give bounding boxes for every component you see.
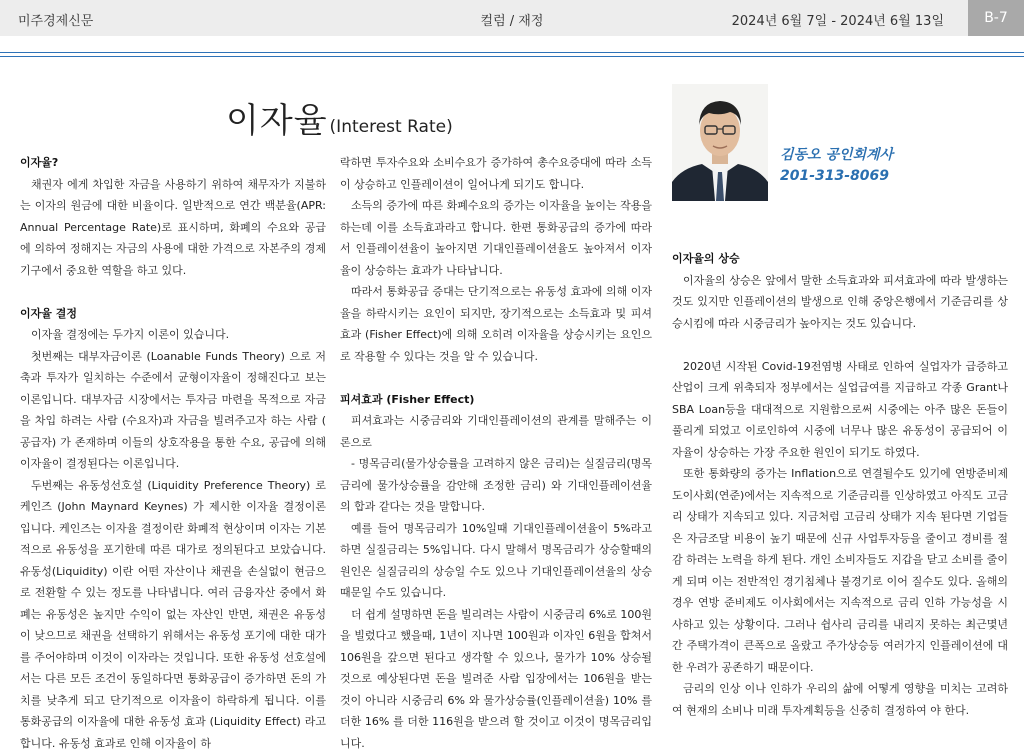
heading-fisher-effect: 피셔효과 (Fisher Effect) [340, 389, 652, 411]
header-rule-bottom [0, 56, 1024, 57]
header-rule-top [0, 52, 1024, 53]
section-label: 컬럼 / 재정 [0, 10, 1024, 29]
column-1 [20, 152, 326, 754]
heading-rate-determination: 이자율 결정 [20, 303, 326, 325]
title-korean: 이자율 [226, 101, 328, 141]
column-3 [672, 248, 1008, 721]
paragraph: 첫번째는 대부자금이론 (Loanable Funds Theory) 으로 저축과 투자가 일치하는 수준에서 균형이자율이 정해진다고 보는 이론입니다. 대부자금 시장에서는 투자금 마련을 목적으로 자금을 차입 하려는 사람 (수요자)과 자금을 빌려주고자 하는 사람 ( 공급자) 가 존재하며 이들의 상호작용을 통한 수요, 공급에 의해 이자율이 결정된다는 이론입니다. [20, 346, 326, 475]
paragraph: 이자율 결정에는 두가지 이론이 있습니다. [20, 324, 326, 346]
paragraph: 소득의 증가에 따른 화폐수요의 증가는 이자율을 높이는 작용을 하는데 이를 소득효과라고 합니다. 한편 통화공급의 증가에 따라서 인플레이션율이 높아지면 기대인플레이션율도 높아져서 이자율이 상승하는 효과가 나타납니다. [340, 195, 652, 281]
author-photo [672, 84, 768, 201]
paragraph: 채권자 에게 차입한 자금을 사용하기 위하여 채무자가 지불하는 이자의 원금에 대한 비율이다. 일반적으로 연간 백분율(APR: Annual Percentage Rate)로 표시하며, 화폐의 수요와 공급 에 의하여 정해지는 자금의 사용에 대한 가격으로 자본주의 경제기구에서 중요한 역할을 하고 있다. [20, 174, 326, 282]
paragraph: 금리의 인상 이나 인하가 우리의 삶에 어떻게 영향을 미치는 고려하여 현재의 소비나 미래 투자계획등을 신중히 결정하여 야 한다. [672, 678, 1008, 721]
paragraph: - 명목금리(물가상승률을 고려하지 않은 금리)는 실질금리(명목금리에 물가상승률을 감안해 조정한 금리) 와 기대인플레이션율의 합과 같다는 것을 말합니다. [340, 453, 652, 518]
title-english: (Interest Rate) [330, 117, 453, 137]
paragraph: 예를 들어 명목금리가 10%일때 기대인플레이션율이 5%라고 하면 실질금리는 5%입니다. 다시 말해서 명목금리가 상승할때의 원인은 실질금리의 상승일 수도 있으나 기대인플레이션율의 상승 때문일 수도 있습니다. [340, 518, 652, 604]
paragraph: 두번째는 유동성선호설 (Liquidity Preference Theory) 로 케인즈 (John Maynard Keynes) 가 제시한 이자율 결정이론 입니다. 케인즈는 이자율 결정이란 화폐적 현상이며 이자는 기본적으로 유동성을 포기한데 따른 대가로 정의된다고 보았습니다. 유동성(Liquidity) 이란 어떤 자산이나 채권을 손실없이 현금으로 전환할 수 있는 정도를 나타냅니다. 여러 금융자산 중에서 화폐는 유동성은 높지만 수익이 없는 자산인 반면, 채권은 유동성이 낮으므로 채권을 선택하기 위해서는 유동성 포기에 대한 대가를 주어야하며 이것이 이자라는 것입니다. 또한 유동성 선호설에서는 다른 모든 조건이 동일하다면 통화공급이 증가하면 돈의 가치를 낮추게 되고 단기적으로 이자율이 하락하게 됩니다. 이를 통화공급의 이자율에 대한 유동성 효과 (Liquidity Effect) 라고 합니다. 유동성 효과로 인해 이자율이 하 [20, 475, 326, 754]
heading-interest-rate: 이자율? [20, 152, 326, 174]
paragraph: 락하면 투자수요와 소비수요가 증가하여 총수요증대에 따라 소득이 상승하고 인플레이션이 일어나게 되기도 합니다. [340, 152, 652, 195]
paragraph: 또한 통화량의 증가는 Inflation으로 연결될수도 있기에 연방준비제도이사회(연준)에서는 지속적으로 기준금리를 인상하였고 아직도 고금리 상태가 지속되고 있다. 지금처럼 고금리 상태가 지속 된다면 기업들은 자금조달 비용이 높기 때문에 신규 사업투자등을 줄이고 경비를 절감 하려는 노력을 하게 된다. 개인 소비자들도 지갑을 닫고 소비를 줄이게 되며 이는 전반적인 경기침체나 불경기로 이어 질수도 있다. 올해의 경우 연방 준비제도 이사회에서는 지속적으로 금리 인하 가능성을 시사하고 있는 상황이다. 그러나 쉽사리 금리를 내리지 못하는 최근몇년간 주택가격이 큰폭으로 올랐고 주가상승등 여러가지 인플레이션에 대한 우려가 공존하기 때문이다. [672, 463, 1008, 678]
heading-rate-rise: 이자율의 상승 [672, 248, 1008, 270]
page-number: B-7 [968, 0, 1024, 36]
author-name: 김동오 공인회계사 [780, 145, 893, 166]
author-info [780, 145, 893, 187]
issue-dates: 2024년 6월 7일 - 2024년 6월 13일 [732, 10, 944, 29]
paragraph: 2020년 시작된 Covid-19전염병 사태로 인하여 실업자가 급증하고 산업이 크게 위축되자 정부에서는 실업급여를 지급하고 각종 Grant나 SBA Loan등을 대대적으로 지원함으로써 시중에는 아주 많은 돈들이 풀리게 되었고 이로인하여 시중에 너무나 많은 유동성이 공급되어 이자율이 상승하는 가장 주요한 원인이 되기도 하였다. [672, 356, 1008, 464]
author-phone: 201-313-8069 [780, 166, 893, 187]
paragraph: 이자율의 상승은 앞에서 말한 소득효과와 피셔효과에 따라 발생하는 것도 있지만 인플레이션의 발생으로 인해 중앙은행에서 기준금리를 상승시킴에 따라 시중금리가 높아지는 것도 있습니다. [672, 270, 1008, 335]
paragraph: 더 쉽게 설명하면 돈을 빌리려는 사람이 시중금리 6%로 100원을 빌렸다고 했을때, 1년이 지나면 100원과 이자인 6원을 합쳐서 106원을 갚으면 된다고 생각할 수 있으나, 물가가 10% 상승될 것으로 예상된다면 돈을 빌려준 사람 입장에서는 106원을 받는 것이 아니라 시중금리 6% 와 물가상승률(인플레이션율) 10% 를 더한 16% 를 더한 116원을 받으려 할 것이고 이것이 명목금리입니다. [340, 604, 652, 754]
paragraph: 피셔효과는 시중금리와 기대인플레이션의 관계를 말해주는 이론으로 [340, 410, 652, 453]
column-2 [340, 152, 652, 754]
publication-name: 미주경제신문 [18, 10, 93, 29]
article-title [226, 93, 453, 133]
page-header [0, 0, 1024, 36]
paragraph: 따라서 통화공급 증대는 단기적으로는 유동성 효과에 의해 이자율을 하락시키는 요인이 되지만, 장기적으로는 소득효과 및 피셔효과 (Fisher Effect)에 의해 오히려 이자율을 상승시키는 요인으로 작용할 수 있다는 것을 알 수 있습니다. [340, 281, 652, 367]
